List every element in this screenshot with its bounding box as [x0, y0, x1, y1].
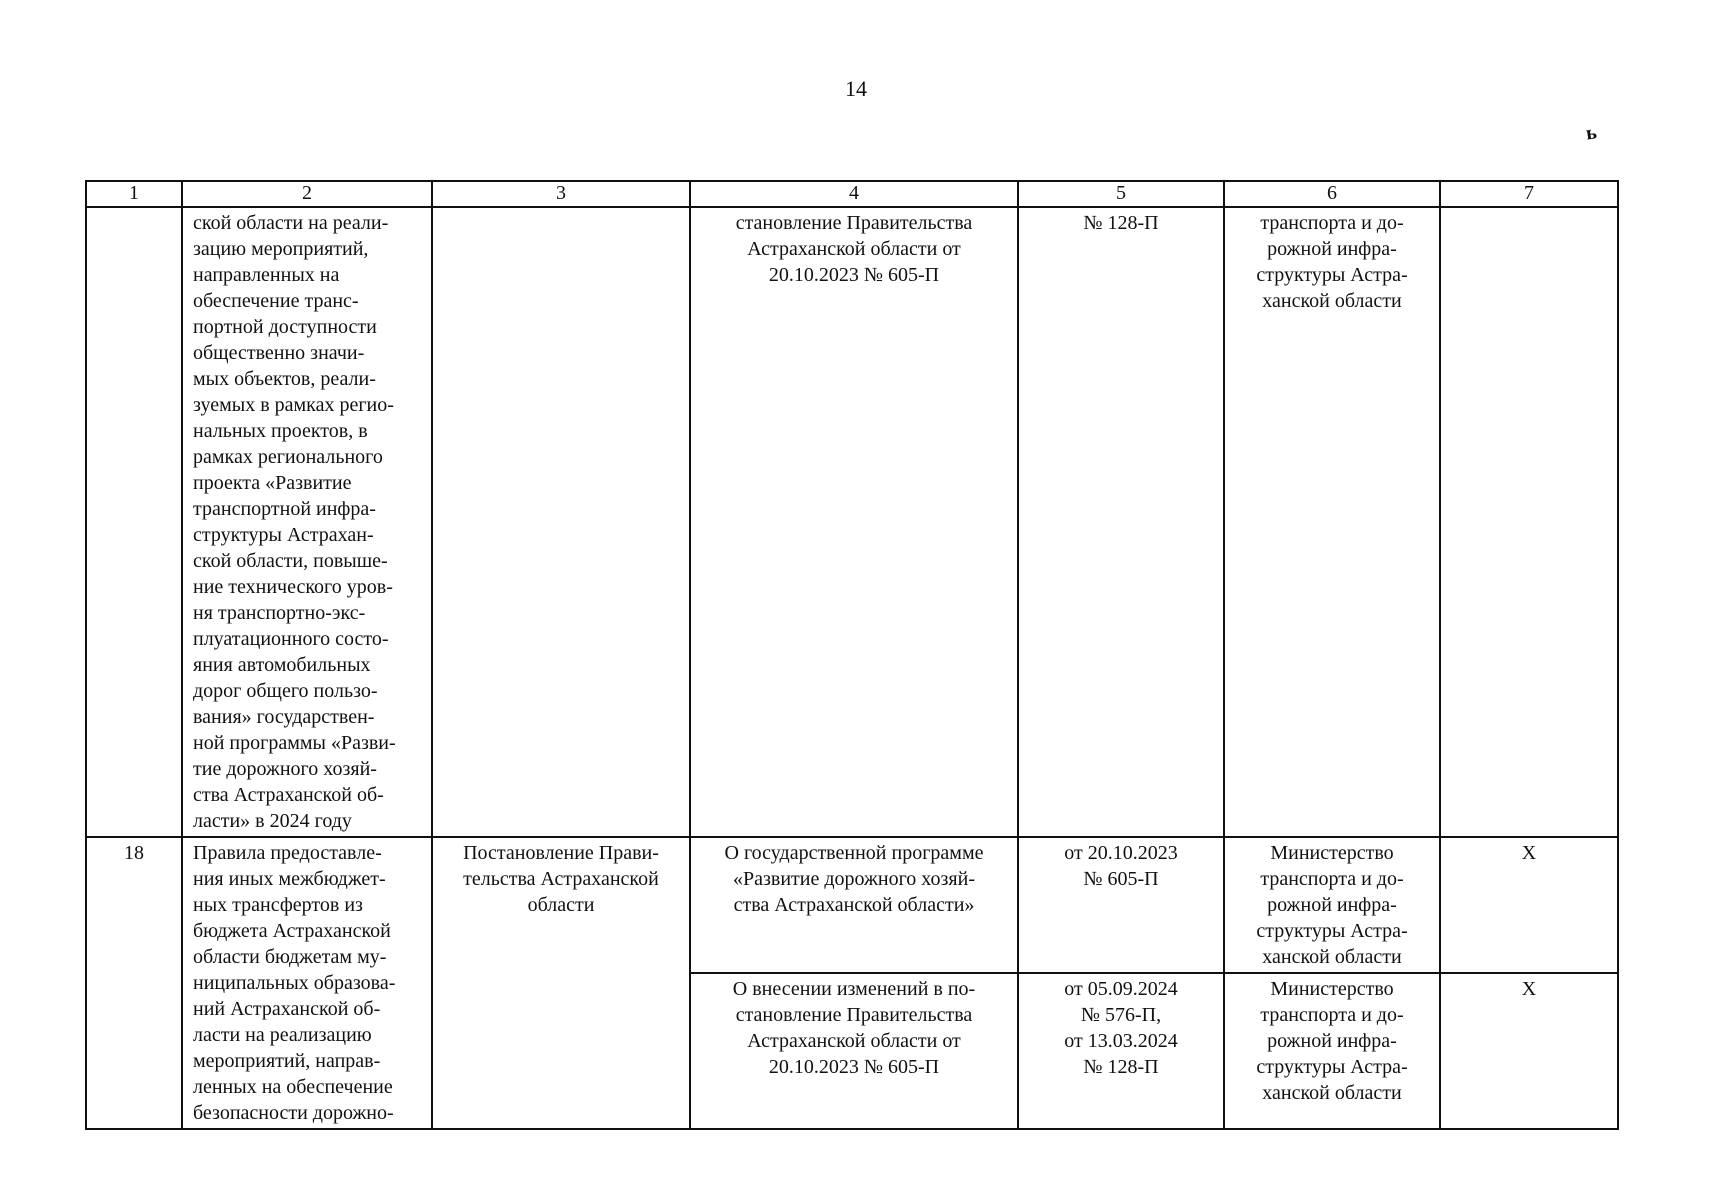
responsible-authority-cell: Министерство транспорта и до- рожной инфра- структуры Астра- ханской области: [1224, 837, 1440, 973]
document-table: [85, 180, 1619, 1130]
responsible-authority-cell: транспорта и до- рожной инфра- структуры Астра- ханской области: [1224, 207, 1440, 837]
column-header-4: 4: [690, 181, 1018, 207]
column-header-5: 5: [1018, 181, 1224, 207]
column-header-1: 1: [86, 181, 182, 207]
column-header-2: 2: [182, 181, 432, 207]
act-type-cell: [432, 207, 690, 837]
table-row-continued: [86, 207, 1618, 837]
column-header-7: 7: [1440, 181, 1618, 207]
table-row-18-a: [86, 837, 1618, 973]
act-date-number-cell: от 05.09.2024 № 576-П, от 13.03.2024 № 128-П: [1018, 973, 1224, 1129]
responsible-authority-cell: Министерство транспорта и до- рожной инфра- структуры Астра- ханской области: [1224, 973, 1440, 1129]
column-header-3: 3: [432, 181, 690, 207]
act-title-cell: О государственной программе «Развитие дорожного хозяй- ства Астраханской области»: [690, 837, 1018, 973]
document-table-wrapper: [85, 180, 1617, 1124]
row-number-cell: 18: [86, 837, 182, 1129]
note-cell: Х: [1440, 837, 1618, 973]
act-title-cell: О внесении изменений в по- становление Правительства Астраханской области от 20.10.2023 № 605-П: [690, 973, 1018, 1129]
act-date-number-cell: от 20.10.2023 № 605-П: [1018, 837, 1224, 973]
row-number-cell: [86, 207, 182, 837]
act-name-cell: Правила предоставле- ния иных межбюджет- ных трансфертов из бюджета Астраханской области бюджетам му- ниципальных образова- ний Астраханской об- ласти на реализацию мероприятий, направ- ленных на обеспечение безопасности дорожно-: [182, 837, 432, 1129]
act-name-cell: ской области на реали- зацию мероприятий, направленных на обеспечение транс- портной доступности общественно значи- мых объектов, реали- зуемых в рамках регио- нальных проектов, в рамках регионального проекта «Развитие транспортной инфра- структуры Астрахан- ской области, повыше- ние технического уров- ня транспортно-экс- плуатационного состо- яния автомобильных дорог общего пользо- вания» государствен- ной программы «Разви- тие дорожного хозяй- ства Астраханской об- ласти» в 2024 году: [182, 207, 432, 837]
act-date-number-cell: № 128-П: [1018, 207, 1224, 837]
column-number-row: [86, 181, 1618, 207]
page-number: 14: [845, 76, 867, 101]
act-title-cell: становление Правительства Астраханской области от 20.10.2023 № 605-П: [690, 207, 1018, 837]
corner-mark: ь: [1584, 121, 1598, 145]
column-header-6: 6: [1224, 181, 1440, 207]
note-cell: Х: [1440, 973, 1618, 1129]
note-cell: [1440, 207, 1618, 837]
act-type-cell: Постановление Прави- тельства Астраханской области: [432, 837, 690, 1129]
